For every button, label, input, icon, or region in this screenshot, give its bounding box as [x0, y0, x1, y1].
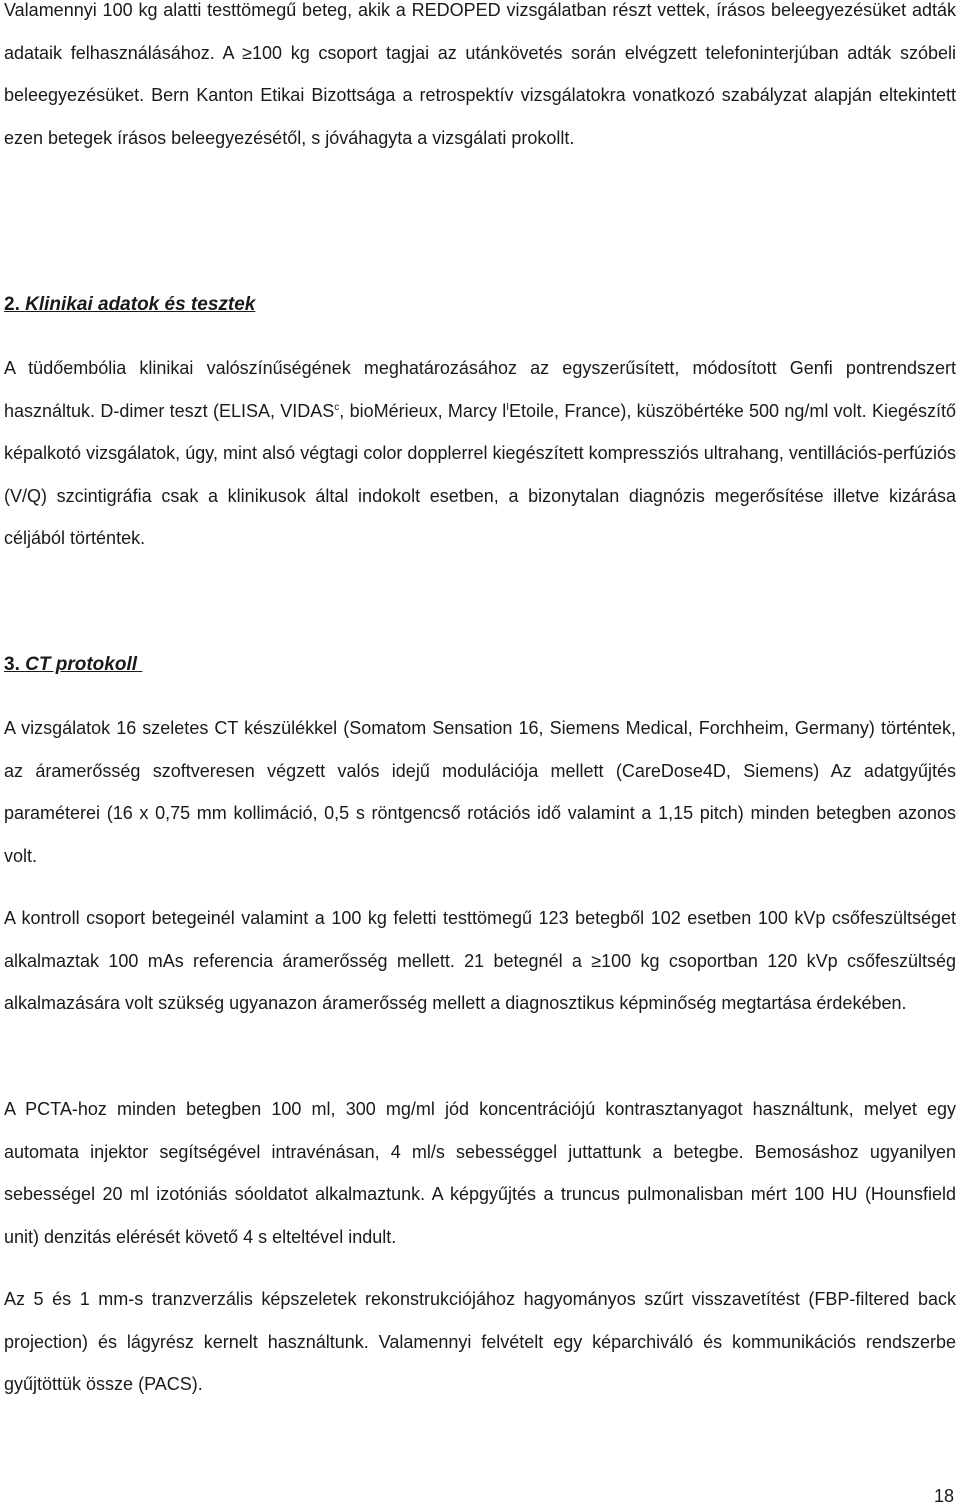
section-2-text-b: , bioMérieux, Marcy l: [339, 400, 507, 421]
section-2-number: 2.: [4, 294, 20, 315]
section-3-number: 3.: [4, 654, 20, 675]
section-3-paragraph-2: A kontroll csoport betegeinél valamint a 100 kg feletti testtömegű 123 betegből 102 esetben 100 kVp csőfeszültséget alkalmaztak 100 mAs referencia áramerősség mellett. 21 betegnél a ≥100 kg csoportban 120 kVp csőfeszültség alkalmazására volt szükség ugyanazon áramerősség mellett a diagnosztikus képminőség megtartása érdekében.: [4, 908, 956, 1013]
intro-paragraph: Valamennyi 100 kg alatti testtömegű beteg, akik a REDOPED vizsgálatban részt vettek, írásos beleegyezésüket adták adataik felhasználásához. A ≥100 kg csoport tagjai az utánkövetés során elvégzett telefoninterjúban adták szóbeli beleegyezésüket. Bern Kanton Etikai Bizottsága a retrospektív vizsgálatokra vonatkozó szabályzat alapján eltekintett ezen betegek írásos beleegyezésétől, s jóváhagyta a vizsgálati prokollt.: [4, 0, 956, 148]
vidas-superscript: c: [334, 401, 340, 413]
section-2-text-c: Etoile, France), küszöbértéke 500 ng/ml volt. Kiegészítő képalkotó vizsgálatok, úgy, mint alsó végtagi color dopplerrel kiegészített kompressziós ultrahang, ventillációs-perfúziós (V/Q) szcintigráfia csak a klinikusok által indokolt esetben, a bizonytalan diagnózis megerősítése illetve kizárása céljából történtek.: [4, 400, 957, 548]
section-3-heading: [4, 645, 142, 685]
section-3-paragraph-4: Az 5 és 1 mm-s tranzverzális képszeletek rekonstrukciójához hagyományos szűrt visszavetítést (FBP-filtered back projection) és lágyrész kernelt használtunk. Valamennyi felvételt egy képarchiváló és kommunikációs rendszerbe gyűjtöttük össze (PACS).: [4, 1289, 956, 1394]
section-3-paragraph-3: A PCTA-hoz minden betegben 100 ml, 300 mg/ml jód koncentrációjú kontrasztanyagot használtunk, melyet egy automata injektor segítségével intravénásan, 4 ml/s sebességgel juttattunk a betegbe. Bemosáshoz ugyanilyen sebességel 20 ml izotóniás sóoldatot alkalmaztunk. A képgyűjtés a truncus pulmonalisban mért 100 HU (Hounsfield unit) denzitás elérését követő 4 s elteltével indult.: [4, 1099, 956, 1247]
section-3-title: CT protokoll: [25, 654, 138, 675]
section-2-text-a: A tüdőembólia klinikai valószínűségének meghatározásához az egyszerűsített, módosított Genfi pontrendszert használtuk. D-dimer teszt (ELISA, VIDAS: [4, 358, 956, 421]
section-2-title: Klinikai adatok és tesztek: [25, 294, 256, 315]
etoile-superscript: I: [506, 401, 510, 413]
section-2-paragraph: [4, 347, 956, 560]
section-3-paragraph-1: A vizsgálatok 16 szeletes CT készülékkel (Somatom Sensation 16, Siemens Medical, Forchheim, Germany) történtek, az áramerősség szoftveresen végzett valós idejű modulációja mellett (CareDose4D, Siemens) Az adatgyűjtés paraméterei (16 x 0,75 mm kollimáció, 0,5 s röntgencső rotációs idő valamint a 1,15 pitch) minden betegben azonos volt.: [4, 718, 956, 866]
page-number: 18: [933, 1486, 954, 1506]
section-2-heading: [4, 285, 255, 325]
